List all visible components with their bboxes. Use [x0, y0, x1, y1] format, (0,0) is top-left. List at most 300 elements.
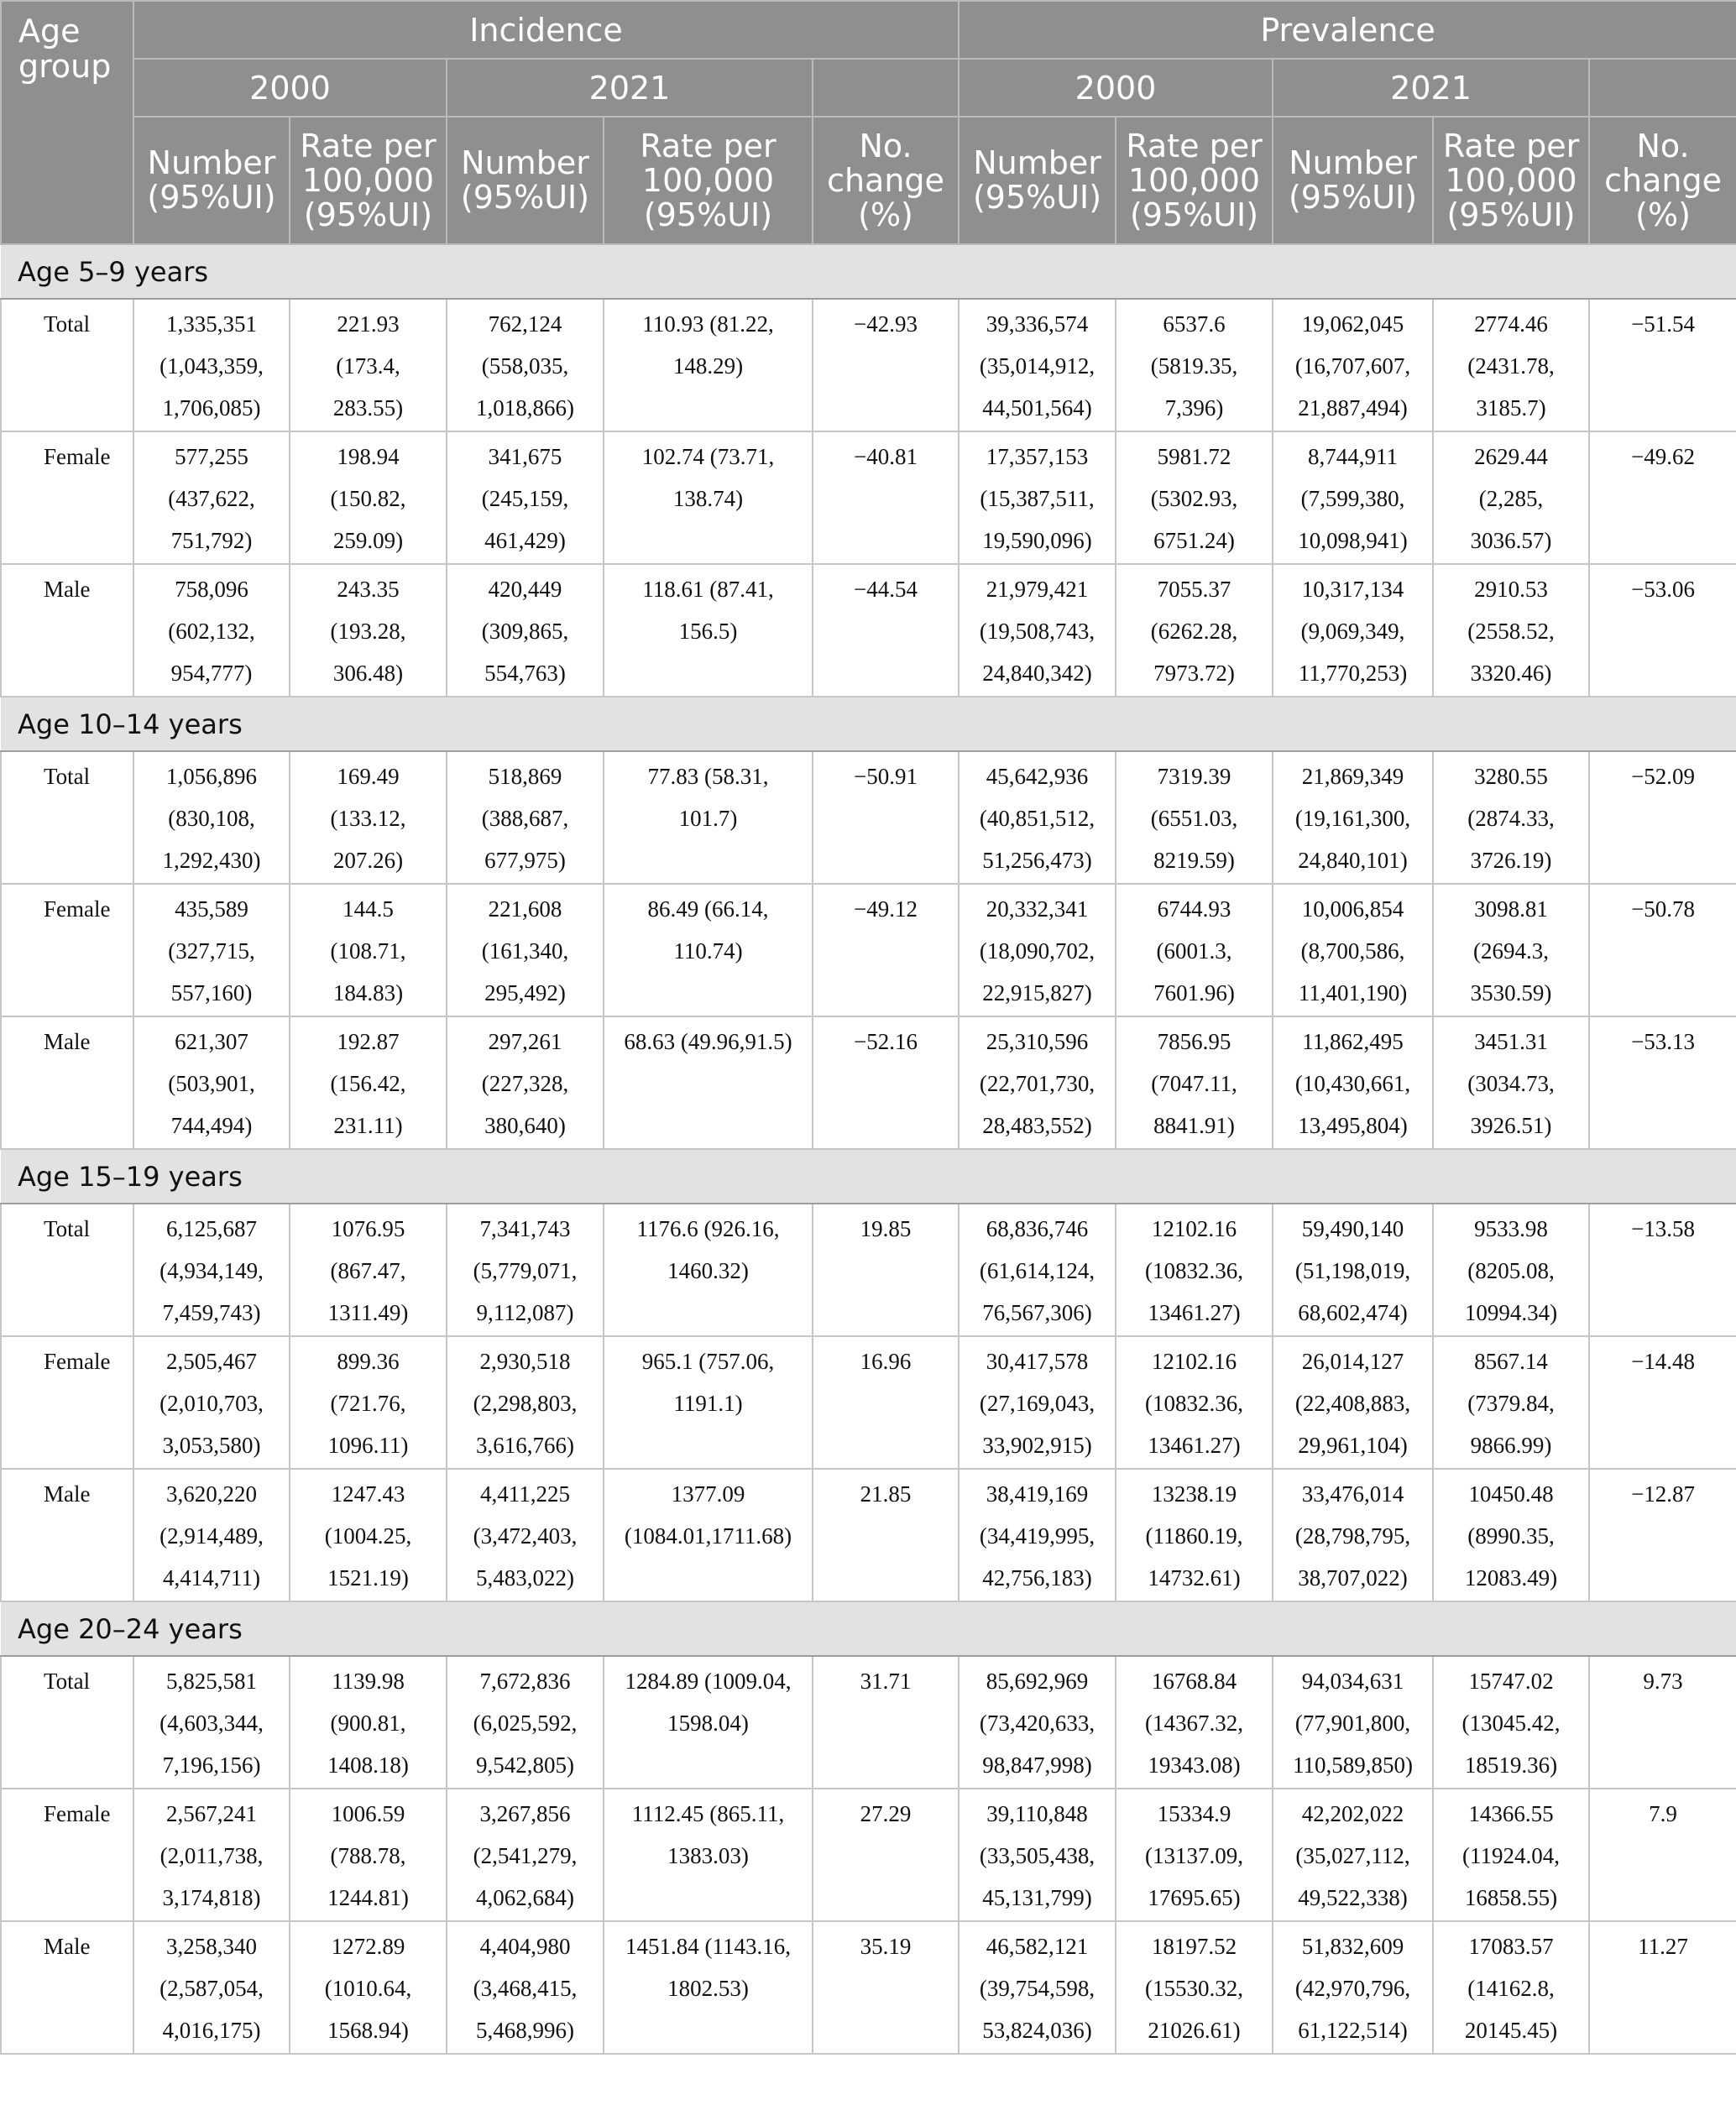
cell-line: 1,018,866) — [476, 395, 574, 420]
cell-line: 10,006,854 — [1301, 896, 1404, 922]
cell-line: (18,090,702, — [979, 938, 1095, 964]
cell-line: 297,261 — [488, 1029, 562, 1054]
inc-2000-rate-cell — [290, 1204, 447, 1336]
prev-2000-rate-cell — [1116, 1656, 1273, 1789]
cell-line: (6262.28, — [1150, 619, 1238, 644]
table-row — [1, 1016, 1736, 1149]
cell-line: 435,589 — [175, 896, 248, 922]
prev-2000-number-cell — [959, 1016, 1116, 1149]
age-group-row — [1, 1601, 1736, 1656]
prev-2000-number-cell — [959, 751, 1116, 884]
table-header — [1, 1, 1736, 244]
cell-line: 169.49 — [337, 764, 400, 789]
cell-line: (22,701,730, — [979, 1071, 1095, 1096]
cell-line: (2,010,703, — [159, 1391, 264, 1416]
cell-line: (7,599,380, — [1300, 486, 1405, 511]
cell-line: 18519.36) — [1464, 1752, 1558, 1778]
table-row — [1, 1921, 1736, 2054]
prev-2000-rate-cell — [1116, 1921, 1273, 2054]
prev-2000-number-cell — [959, 1921, 1116, 2054]
prev-2000-rate-cell — [1116, 1204, 1273, 1336]
cell-line: (28,798,795, — [1294, 1523, 1411, 1549]
cell-line: 42,202,022 — [1301, 1801, 1404, 1826]
incidence-2000-header: 2000 — [133, 59, 447, 117]
cell-line: (2,298,803, — [473, 1391, 578, 1416]
cell-line: 22,915,827) — [982, 980, 1092, 1005]
sex-label-cell: Total — [1, 751, 133, 884]
cell-line: 621,307 — [175, 1029, 248, 1054]
cell-line: 12102.16 — [1151, 1216, 1237, 1241]
cell-line: 49,522,338) — [1298, 1885, 1408, 1910]
cell-line: (6,025,592, — [473, 1711, 578, 1736]
inc-2000-number-cell — [133, 1469, 290, 1601]
inc-2000-number-cell — [133, 431, 290, 564]
cell-line: (35,027,112, — [1295, 1843, 1410, 1868]
cell-line: (11924.04, — [1462, 1843, 1561, 1868]
cell-line: 13461.27) — [1148, 1433, 1241, 1458]
cell-line: 198.94 — [337, 444, 400, 469]
prev-change-cell: −53.06 — [1589, 564, 1736, 697]
cell-line: 13461.27) — [1148, 1300, 1241, 1325]
cell-line: 94,034,631 — [1301, 1669, 1404, 1694]
cell-line: 51,832,609 — [1301, 1934, 1404, 1959]
cell-line: 1191.1) — [673, 1391, 743, 1416]
cell-line: 1802.53) — [667, 1976, 749, 2001]
inc-2021-rate-cell — [604, 299, 813, 431]
cell-line: 85,692,969 — [986, 1669, 1089, 1694]
inc-2021-rate-cell — [604, 1789, 813, 1921]
prev-change-cell: −14.48 — [1589, 1336, 1736, 1469]
cell-line: 758,096 — [175, 577, 248, 602]
cell-line: (2874.33, — [1467, 806, 1555, 831]
cell-line: 1,335,351 — [166, 311, 257, 337]
cell-line: (16,707,607, — [1294, 353, 1411, 379]
cell-line: 10450.48 — [1468, 1481, 1554, 1507]
inc-change-cell: 21.85 — [813, 1469, 959, 1601]
sex-label-cell: Female — [1, 1789, 133, 1921]
cell-line: 8219.59) — [1153, 848, 1235, 873]
cell-line: 6537.6 — [1163, 311, 1226, 337]
inc-change-cell: 35.19 — [813, 1921, 959, 2054]
prev-2000-rate-cell — [1116, 751, 1273, 884]
cell-line: (193.28, — [330, 619, 406, 644]
cell-line: 9866.99) — [1470, 1433, 1552, 1458]
cell-line: (227,328, — [481, 1071, 569, 1096]
cell-line: 751,792) — [170, 528, 253, 553]
inc-change-cell: −44.54 — [813, 564, 959, 697]
inc-2021-number-cell — [447, 1016, 604, 1149]
cell-line: 8,744,911 — [1308, 444, 1399, 469]
prev-2021-rate-cell — [1433, 1469, 1589, 1601]
cell-line: 20,332,341 — [986, 896, 1089, 922]
inc-2021-number-cell — [447, 1656, 604, 1789]
inc-2021-rate-cell — [604, 1204, 813, 1336]
age-group-header: Age group — [1, 1, 133, 244]
prev-2000-number-cell — [959, 1204, 1116, 1336]
cell-line: 259.09) — [332, 528, 404, 553]
cell-line: 2629.44 — [1474, 444, 1548, 469]
prev-2021-rate-cell — [1433, 751, 1589, 884]
prevalence-blank-header — [1589, 59, 1736, 117]
prev-2000-number-cell — [959, 431, 1116, 564]
cell-line: (1,043,359, — [159, 353, 264, 379]
inc-2021-number-cell — [447, 564, 604, 697]
cell-line: 3726.19) — [1470, 848, 1552, 873]
cell-line: 6751.24) — [1153, 528, 1235, 553]
cell-line: 19343.08) — [1148, 1752, 1241, 1778]
cell-line: 1112.45 (865.11, — [631, 1801, 785, 1826]
age-group-title: Age 15–19 years — [1, 1149, 1736, 1204]
prev-2021-number-cell — [1273, 1016, 1433, 1149]
cell-line: (1004.25, — [324, 1523, 412, 1549]
cell-line: (7047.11, — [1151, 1071, 1237, 1096]
cell-line: 5981.72 — [1157, 444, 1231, 469]
prev-2021-number-cell — [1273, 299, 1433, 431]
cell-line: (42,970,796, — [1294, 1976, 1411, 2001]
inc-2000-rate-cell — [290, 299, 447, 431]
cell-line: (8990.35, — [1467, 1523, 1555, 1549]
cell-line: (2,587,054, — [159, 1976, 264, 2001]
cell-line: (22,408,883, — [1294, 1391, 1411, 1416]
inc-2000-rate-cell — [290, 564, 447, 697]
cell-line: 243.35 — [337, 577, 400, 602]
cell-line: 4,414,711) — [163, 1565, 260, 1591]
inc-2000-number-cell — [133, 1204, 290, 1336]
sex-label-cell: Total — [1, 299, 133, 431]
cell-line: 2774.46 — [1474, 311, 1548, 337]
sex-label-cell: Total — [1, 1204, 133, 1336]
sex-label-cell: Female — [1, 431, 133, 564]
cell-line: 1176.6 (926.16, — [636, 1216, 780, 1241]
cell-line: 10994.34) — [1464, 1300, 1558, 1325]
inc-2000-rate-cell — [290, 1016, 447, 1149]
cell-line: (2694.3, — [1473, 938, 1550, 964]
prevalence-header: Prevalence — [959, 1, 1736, 59]
cell-line: (4,603,344, — [159, 1711, 264, 1736]
inc-2000-number-cell — [133, 1656, 290, 1789]
cell-line: (35,014,912, — [979, 353, 1095, 379]
age-group-row — [1, 244, 1736, 299]
cell-line: 1521.19) — [327, 1565, 409, 1591]
cell-line: (2558.52, — [1467, 619, 1555, 644]
cell-line: (14367.32, — [1145, 1711, 1244, 1736]
prev-2000-rate-cell — [1116, 1789, 1273, 1921]
cell-line: (10,430,661, — [1294, 1071, 1411, 1096]
cell-line: 26,014,127 — [1301, 1349, 1404, 1374]
cell-line: (2,541,279, — [473, 1843, 578, 1868]
cell-line: 6744.93 — [1157, 896, 1231, 922]
table-row — [1, 1204, 1736, 1336]
cell-line: 4,062,684) — [476, 1885, 574, 1910]
inc-2000-number-cell — [133, 564, 290, 697]
cell-line: 39,336,574 — [986, 311, 1089, 337]
prev-2021-rate-cell — [1433, 1336, 1589, 1469]
cell-line: (61,614,124, — [979, 1258, 1095, 1283]
cell-line: 118.61 (87.41, — [642, 577, 774, 602]
cell-line: 8841.91) — [1153, 1113, 1235, 1138]
cell-line: 1096.11) — [327, 1433, 409, 1458]
inc-change-cell: −50.91 — [813, 751, 959, 884]
cell-line: 7319.39 — [1157, 764, 1231, 789]
cell-line: 110.93 (81.22, — [642, 311, 774, 337]
table-row — [1, 431, 1736, 564]
cell-line: (7379.84, — [1467, 1391, 1555, 1416]
cell-line: (39,754,598, — [979, 1976, 1095, 2001]
prev-2000-number-cell — [959, 1336, 1116, 1469]
inc-2000-number-cell — [133, 751, 290, 884]
cell-line: (40,851,512, — [979, 806, 1095, 831]
prev-2021-number-cell — [1273, 884, 1433, 1016]
cell-line: 33,902,915) — [982, 1433, 1092, 1458]
cell-line: 461,429) — [484, 528, 566, 553]
prev-2000-number-header: Number (95%UI) — [959, 117, 1116, 244]
age-group-title: Age 20–24 years — [1, 1601, 1736, 1656]
sex-label-cell: Female — [1, 884, 133, 1016]
cell-line: (10832.36, — [1145, 1391, 1244, 1416]
cell-line: 3185.7) — [1476, 395, 1546, 420]
inc-2021-rate-cell — [604, 1336, 813, 1469]
cell-line: 7055.37 — [1157, 577, 1231, 602]
inc-change-cell: 27.29 — [813, 1789, 959, 1921]
cell-line: (388,687, — [481, 806, 569, 831]
incidence-header: Incidence — [133, 1, 959, 59]
cell-line: (830,108, — [168, 806, 255, 831]
cell-line: 1244.81) — [327, 1885, 409, 1910]
cell-line: 61,122,514) — [1298, 2018, 1408, 2043]
prev-change-cell: 7.9 — [1589, 1789, 1736, 1921]
cell-line: 2,505,467 — [166, 1349, 257, 1374]
cell-line: 17,357,153 — [986, 444, 1089, 469]
prev-2021-rate-cell — [1433, 1016, 1589, 1149]
cell-line: 10,098,941) — [1298, 528, 1408, 553]
prev-change-cell: −50.78 — [1589, 884, 1736, 1016]
cell-line: 144.5 — [342, 896, 394, 922]
prev-2021-rate-cell — [1433, 1204, 1589, 1336]
cell-line: 7,672,836 — [479, 1669, 571, 1694]
cell-line: (77,901,800, — [1294, 1711, 1411, 1736]
cell-line: 762,124 — [488, 311, 562, 337]
cell-line: 24,840,101) — [1298, 848, 1408, 873]
inc-2021-rate-header: Rate per 100,000 (95%UI) — [604, 117, 813, 244]
cell-line: (33,505,438, — [979, 1843, 1095, 1868]
inc-2000-rate-cell — [290, 1656, 447, 1789]
cell-line: 5,468,996) — [476, 2018, 574, 2043]
cell-line: 207.26) — [332, 848, 404, 873]
incidence-2021-header: 2021 — [447, 59, 813, 117]
cell-line: 3036.57) — [1470, 528, 1552, 553]
cell-line: 16858.55) — [1464, 1885, 1558, 1910]
cell-line: 3320.46) — [1470, 661, 1552, 686]
cell-line: 9,542,805) — [476, 1752, 574, 1778]
cell-line: 1598.04) — [667, 1711, 749, 1736]
cell-line: 1284.89 (1009.04, — [625, 1669, 792, 1694]
cell-line: 15747.02 — [1468, 1669, 1554, 1694]
inc-2000-number-cell — [133, 299, 290, 431]
prev-2000-rate-cell — [1116, 884, 1273, 1016]
cell-line: 18197.52 — [1151, 1934, 1237, 1959]
cell-line: 148.29) — [672, 353, 744, 379]
inc-2021-number-cell — [447, 1204, 604, 1336]
cell-line: 9,112,087) — [476, 1300, 574, 1325]
inc-2021-number-cell — [447, 1336, 604, 1469]
cell-line: 3,258,340 — [166, 1934, 257, 1959]
cell-line: 295,492) — [484, 980, 566, 1005]
prev-2000-rate-cell — [1116, 1336, 1273, 1469]
cell-line: (5819.35, — [1150, 353, 1238, 379]
cell-line: (15,387,511, — [980, 486, 1095, 511]
cell-line: 380,640) — [484, 1113, 566, 1138]
cell-line: 1377.09 — [671, 1481, 745, 1507]
cell-line: 20145.45) — [1464, 2018, 1558, 2043]
inc-change-cell: 19.85 — [813, 1204, 959, 1336]
cell-line: 557,160) — [170, 980, 253, 1005]
prev-2021-number-cell — [1273, 751, 1433, 884]
prev-2000-number-cell — [959, 884, 1116, 1016]
inc-2021-rate-cell — [604, 751, 813, 884]
cell-line: 677,975) — [484, 848, 566, 873]
cell-line: (2,011,738, — [159, 1843, 264, 1868]
cell-line: 17695.65) — [1148, 1885, 1241, 1910]
cell-line: (9,069,349, — [1300, 619, 1405, 644]
cell-line: 42,756,183) — [982, 1565, 1092, 1591]
prev-2021-number-header: Number (95%UI) — [1273, 117, 1433, 244]
inc-2021-number-cell — [447, 299, 604, 431]
cell-line: 12102.16 — [1151, 1349, 1237, 1374]
cell-line: 53,824,036) — [982, 2018, 1092, 2043]
cell-line: (6001.3, — [1156, 938, 1232, 964]
cell-line: 6,125,687 — [166, 1216, 257, 1241]
cell-line: 3,174,818) — [162, 1885, 261, 1910]
cell-line: 21,887,494) — [1298, 395, 1408, 420]
cell-line: (5302.93, — [1150, 486, 1238, 511]
cell-line: 4,404,980 — [479, 1934, 571, 1959]
cell-line: 3451.31 — [1474, 1029, 1548, 1054]
cell-line: 3,053,580) — [162, 1433, 261, 1458]
prev-2021-number-cell — [1273, 1469, 1433, 1601]
cell-line: 21,979,421 — [986, 577, 1089, 602]
cell-line: (15530.32, — [1145, 1976, 1244, 2001]
cell-line: (161,340, — [481, 938, 569, 964]
cell-line: 5,825,581 — [166, 1669, 257, 1694]
cell-line: 102.74 (73.71, — [641, 444, 775, 469]
table-row — [1, 751, 1736, 884]
cell-line: 1,706,085) — [162, 395, 261, 420]
cell-line: 19,590,096) — [982, 528, 1092, 553]
cell-line: (108.71, — [330, 938, 406, 964]
cell-line: 21,869,349 — [1301, 764, 1404, 789]
inc-2000-rate-cell — [290, 1789, 447, 1921]
cell-line: 1247.43 — [331, 1481, 405, 1507]
cell-line: (11860.19, — [1145, 1523, 1243, 1549]
cell-line: 51,256,473) — [982, 848, 1092, 873]
cell-line: 965.1 (757.06, — [641, 1349, 775, 1374]
inc-change-cell: −42.93 — [813, 299, 959, 431]
cell-line: 38,707,022) — [1298, 1565, 1408, 1591]
cell-line: (6551.03, — [1150, 806, 1238, 831]
cell-line: 3,616,766) — [476, 1433, 574, 1458]
cell-line: 101.7) — [678, 806, 738, 831]
prev-2000-number-cell — [959, 1789, 1116, 1921]
cell-line: (900.81, — [330, 1711, 406, 1736]
cell-line: (309,865, — [481, 619, 569, 644]
prev-2021-number-cell — [1273, 1336, 1433, 1469]
cell-line: 28,483,552) — [982, 1113, 1092, 1138]
prev-2021-number-cell — [1273, 564, 1433, 697]
cell-line: 744,494) — [170, 1113, 253, 1138]
cell-line: (867.47, — [330, 1258, 406, 1283]
cell-line: 14732.61) — [1148, 1565, 1241, 1591]
prev-change-header: No. change (%) — [1589, 117, 1736, 244]
prev-2000-number-cell — [959, 1656, 1116, 1789]
cell-line: 156.5) — [678, 619, 738, 644]
cell-line: 3530.59) — [1470, 980, 1552, 1005]
cell-line: 1451.84 (1143.16, — [625, 1934, 791, 1959]
cell-line: (3,468,415, — [473, 1976, 578, 2001]
cell-line: 1311.49) — [327, 1300, 409, 1325]
cell-line: (156.42, — [330, 1071, 406, 1096]
cell-line: 11,770,253) — [1298, 661, 1408, 686]
prev-2000-number-cell — [959, 564, 1116, 697]
cell-line: 1408.18) — [327, 1752, 409, 1778]
inc-change-cell: 31.71 — [813, 1656, 959, 1789]
prev-2000-rate-cell — [1116, 299, 1273, 431]
cell-line: 98,847,998) — [982, 1752, 1092, 1778]
sex-label-cell: Male — [1, 564, 133, 697]
cell-line: 77.83 (58.31, — [647, 764, 769, 789]
cell-line: 7601.96) — [1153, 980, 1235, 1005]
sex-label-cell: Male — [1, 1921, 133, 2054]
cell-line: 3926.51) — [1470, 1113, 1552, 1138]
cell-line: (10832.36, — [1145, 1258, 1244, 1283]
cell-line: (73,420,633, — [979, 1711, 1095, 1736]
cell-line: 1460.32) — [667, 1258, 749, 1283]
cell-line: (34,419,995, — [979, 1523, 1095, 1549]
cell-line: 19,062,045 — [1301, 311, 1404, 337]
prev-2000-rate-cell — [1116, 431, 1273, 564]
cell-line: 7,341,743 — [479, 1216, 571, 1241]
prev-change-cell: −12.87 — [1589, 1469, 1736, 1601]
prev-2021-rate-cell — [1433, 1921, 1589, 2054]
inc-2021-rate-cell — [604, 431, 813, 564]
sex-label-cell: Total — [1, 1656, 133, 1789]
cell-line: (13137.09, — [1145, 1843, 1244, 1868]
cell-line: 39,110,848 — [986, 1801, 1088, 1826]
prev-2000-rate-cell — [1116, 564, 1273, 697]
cell-line: 30,417,578 — [986, 1349, 1089, 1374]
cell-line: 29,961,104) — [1298, 1433, 1408, 1458]
inc-2000-rate-cell — [290, 751, 447, 884]
cell-line: 899.36 — [337, 1349, 400, 1374]
prev-2021-number-cell — [1273, 431, 1433, 564]
cell-line: 45,642,936 — [986, 764, 1089, 789]
cell-line: 45,131,799) — [982, 1885, 1092, 1910]
cell-line: 2,930,518 — [479, 1349, 571, 1374]
inc-2021-number-cell — [447, 884, 604, 1016]
inc-2000-number-cell — [133, 1789, 290, 1921]
cell-line: 2910.53 — [1474, 577, 1548, 602]
cell-line: 76,567,306) — [982, 1300, 1092, 1325]
cell-line: 554,763) — [484, 661, 566, 686]
cell-line: (4,934,149, — [159, 1258, 264, 1283]
prev-2021-rate-cell — [1433, 1789, 1589, 1921]
cell-line: 3280.55 — [1474, 764, 1548, 789]
cell-line: 420,449 — [488, 577, 562, 602]
cell-line: (2,285, — [1478, 486, 1544, 511]
age-group-title: Age 5–9 years — [1, 244, 1736, 299]
prevalence-2021-header: 2021 — [1273, 59, 1589, 117]
cell-line: 1076.95 — [331, 1216, 405, 1241]
cell-line: (133.12, — [330, 806, 406, 831]
